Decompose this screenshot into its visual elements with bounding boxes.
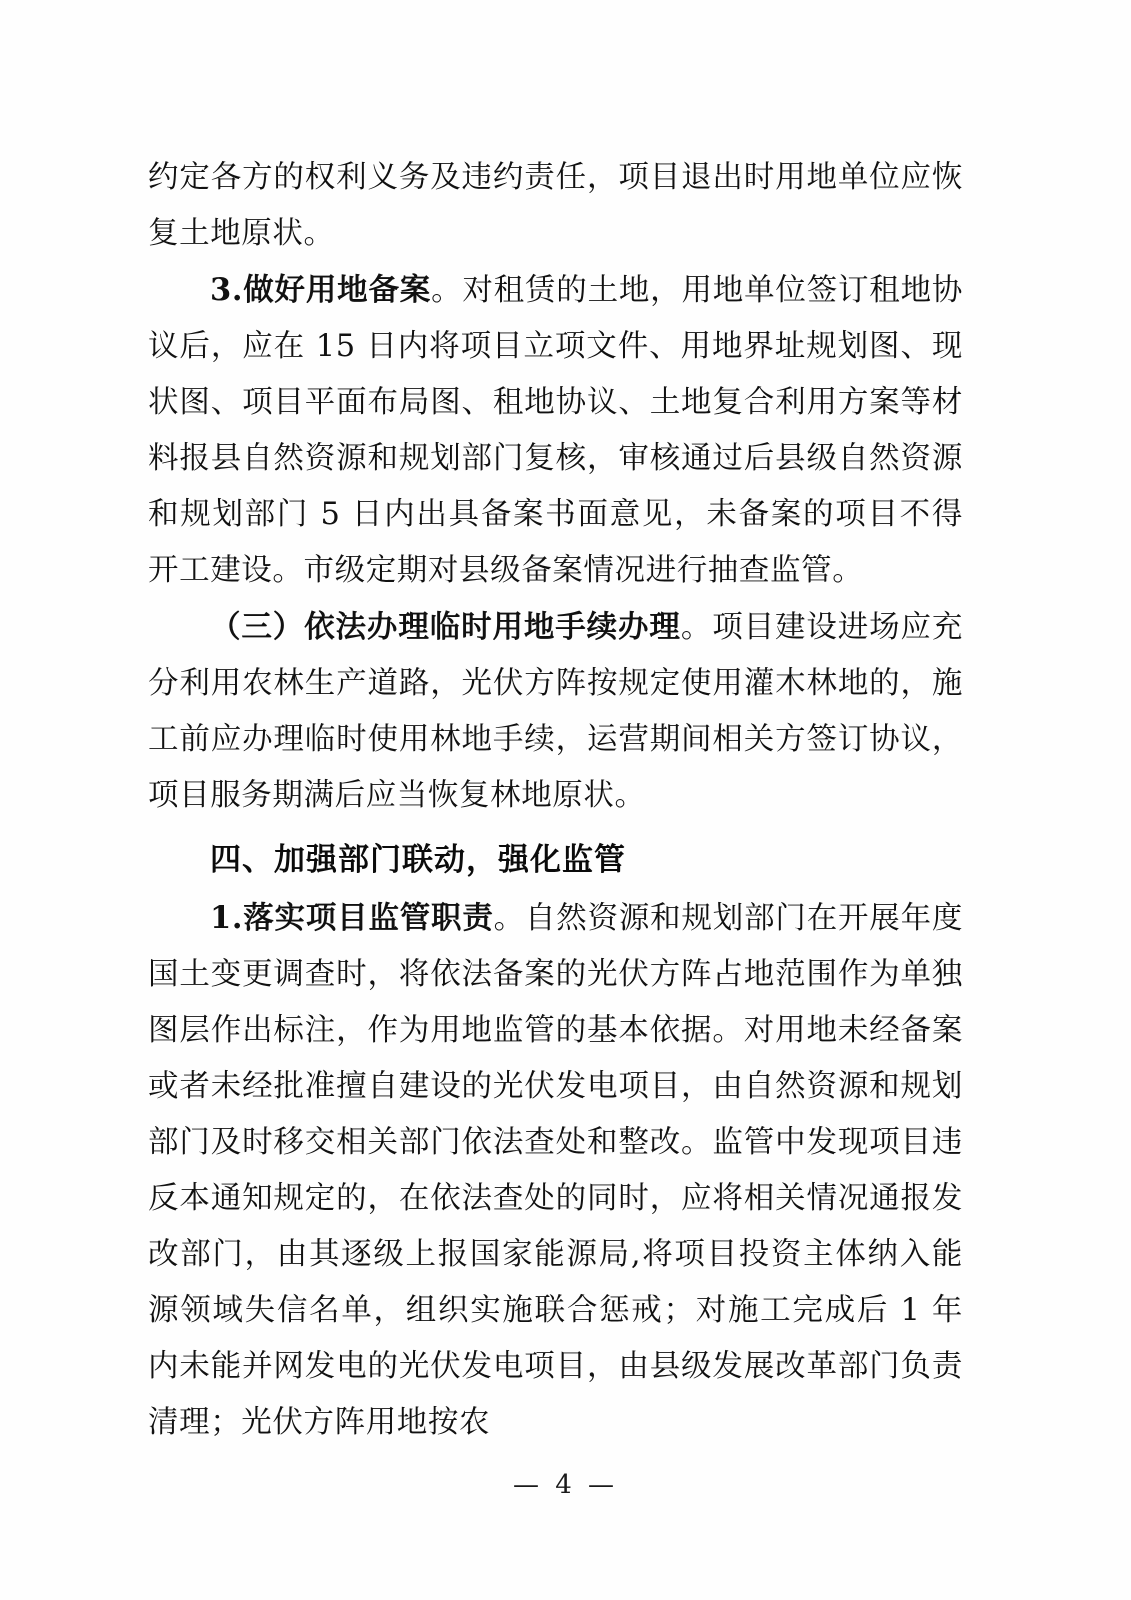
paragraph-4 — [148, 890, 963, 1451]
paragraph-4-lead: 1.落实项目监管职责 — [210, 900, 494, 936]
paragraph-4-text: 。自然资源和规划部门在开展年度国土变更调查时，将依法备案的光伏方阵占地范围作为单独图层作出标注，作为用地监管的基本依据。对用地未经备案或者未经批准擅自建设的光伏发电项目，由自然资源和规划部门及时移交相关部门依法查处和整改。监管中发现项目违反本通知规定的，在依法查处的同时，应将相关情况通报发改部门，由其逐级上报国家能源局,将项目投资主体纳入能源领域失信名单，组织实施联合惩戒；对施工完成后 1 年内未能并网发电的光伏发电项目，由县级发展改革部门负责清理；光伏方阵用地按农 — [148, 901, 964, 1440]
section-heading-4: 四、加强部门联动，强化监管 — [210, 842, 626, 878]
paragraph-1: 约定各方的权利义务及违约责任，项目退出时用地单位应恢复土地原状。 — [148, 160, 963, 251]
paragraph-2 — [148, 262, 963, 599]
paragraph-3-lead: （三）依法办理临时用地手续办理 — [210, 609, 681, 645]
page-number: — 4 — — [512, 1470, 619, 1500]
paragraph-3-text: 。项目建设进场应充分利用农林生产道路，光伏方阵按规定使用灌木林地的，施工前应办理临时使用林地手续，运营期间相关方签订协议，项目服务期满后应当恢复林地原状。 — [148, 610, 964, 813]
paragraph-3 — [148, 599, 963, 824]
paragraph-2-lead: 3.做好用地备案 — [210, 272, 432, 308]
paragraph-2-text: 。对租赁的土地，用地单位签订租地协议后，应在 15 日内将项目立项文件、用地界址规划图、现状图、项目平面布局图、租地协议、土地复合利用方案等材料报县自然资源和规划部门复核，审核通过后县级自然资源和规划部门 5 日内出具备案书面意见，未备案的项目不得开工建设。市级定期对县级备案情况进行抽查监管。 — [148, 273, 964, 588]
document-body — [148, 150, 963, 1451]
